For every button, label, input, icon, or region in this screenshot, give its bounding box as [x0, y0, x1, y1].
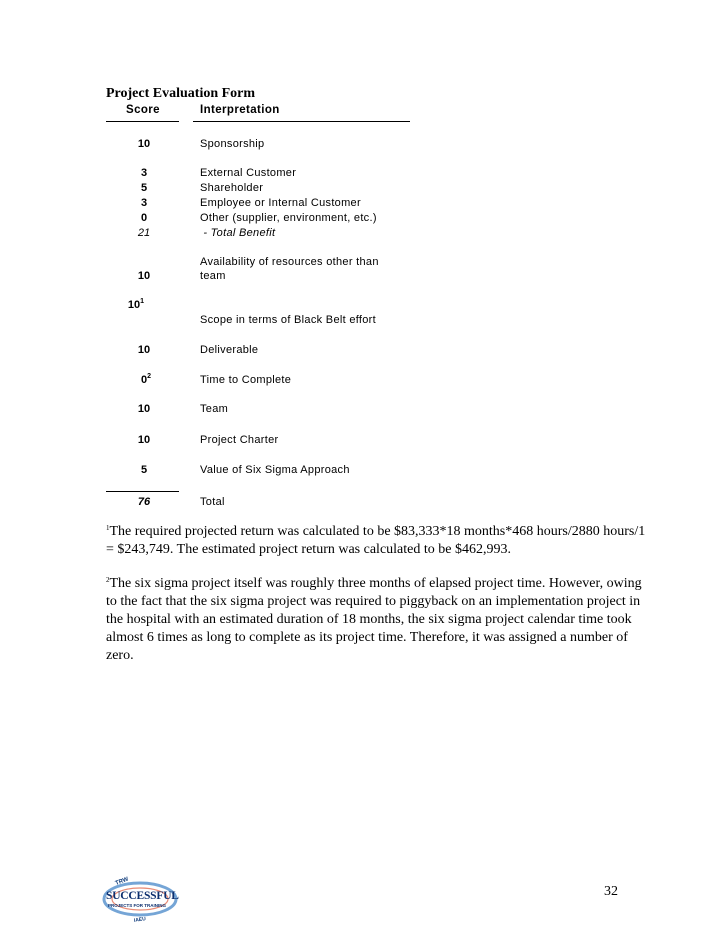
score-six-sigma: 5	[140, 464, 148, 476]
score-scope	[106, 299, 166, 311]
score-availability: 10	[137, 270, 151, 282]
score-total-benefit: 21	[137, 227, 151, 239]
logo-arc-top: TRW	[114, 876, 130, 887]
label-total-benefit: - Total Benefit	[200, 227, 276, 239]
score-header-rule	[106, 121, 179, 122]
form-title: Project Evaluation Form	[106, 86, 256, 101]
footnote-2-text: The six sigma project itself was roughly three months of elapsed project time. However, owing to the fact that the six sigma project was required to piggyback on an implementation project in the hospital with an estimated duration of 18 months, the six sigma project calendar time took almost 6 times as long to complete as its project time. Therefore, it was assigned a number of zero.	[106, 576, 642, 663]
label-scope: Scope in terms of Black Belt effort	[200, 314, 376, 326]
footnote-ref-2: 2	[147, 373, 152, 380]
logo-main-text: SUCCESSFUL	[106, 890, 179, 902]
footnote-2	[106, 575, 646, 665]
score-shareholder: 5	[140, 182, 148, 194]
label-employee-customer: Employee or Internal Customer	[200, 197, 361, 209]
label-external-customer: External Customer	[200, 167, 297, 179]
score-total: 76	[137, 496, 151, 508]
score-time-value: 0	[140, 374, 148, 386]
page-number: 32	[604, 884, 618, 899]
footnote-1	[106, 523, 646, 559]
score-header: Score	[126, 104, 160, 116]
logo-arc-bottom: IAEU	[133, 916, 147, 924]
label-team: Team	[200, 403, 229, 415]
label-time: Time to Complete	[200, 374, 292, 386]
label-other: Other (supplier, environment, etc.)	[200, 212, 377, 224]
label-availability-line1: Availability of resources other than	[200, 256, 379, 268]
label-sponsorship: Sponsorship	[200, 138, 265, 150]
score-team: 10	[137, 403, 151, 415]
label-availability-line2: team	[200, 270, 226, 282]
interpretation-header-rule	[193, 121, 410, 122]
footnote-1-text: The required projected return was calculated to be $83,333*18 months*468 hours/2880 hours/1 = $243,749. The estimated project return was calculated to be $462,993.	[106, 524, 646, 557]
label-total: Total	[200, 496, 225, 508]
footnote-1-mark: 1	[106, 524, 110, 532]
score-deliverable: 10	[137, 344, 151, 356]
total-rule	[106, 491, 179, 492]
label-shareholder: Shareholder	[200, 182, 264, 194]
score-scope-value: 10	[127, 299, 141, 311]
score-employee-customer: 3	[140, 197, 148, 209]
label-six-sigma: Value of Six Sigma Approach	[200, 464, 350, 476]
score-charter: 10	[137, 434, 151, 446]
logo	[100, 873, 180, 925]
label-deliverable: Deliverable	[200, 344, 259, 356]
score-time	[116, 374, 176, 386]
footnote-2-mark: 2	[106, 576, 110, 584]
score-external-customer: 3	[140, 167, 148, 179]
interpretation-header: Interpretation	[200, 104, 280, 116]
score-other: 0	[140, 212, 148, 224]
footnote-ref-1: 1	[140, 298, 145, 305]
logo-sub-text: PROJECTS FOR TRAINING	[108, 903, 167, 908]
label-charter: Project Charter	[200, 434, 279, 446]
score-sponsorship: 10	[137, 138, 151, 150]
